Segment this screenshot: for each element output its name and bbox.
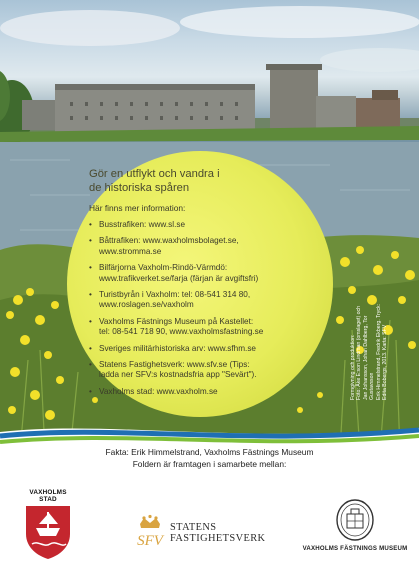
list-item	[89, 360, 319, 381]
bilfarjorna-text-2: www.trafikverket.se/farja (färjan är avgiftsfri)	[99, 273, 259, 283]
bullet-icon: •	[89, 290, 92, 300]
busstrafiken-text: Busstrafiken: www.sl.se	[99, 220, 185, 229]
footer-text	[0, 446, 419, 470]
sfv-name	[170, 522, 265, 544]
list-item	[89, 263, 319, 284]
bullet-icon: •	[89, 360, 92, 370]
list-item	[89, 220, 319, 230]
credit-line: Foto: Åke E:son Lindman (omslaget) och	[356, 306, 363, 400]
credit-line: Erik Himmelstrand, Fredrik Ekberg. Tryck:	[375, 304, 382, 400]
bilfarjorna-text: Bilfärjorna Vaxholm-Rindö-Värmdö:	[99, 263, 228, 273]
vaxholms-stad-line: VAXHOLMS	[29, 489, 67, 496]
info-heading	[89, 167, 319, 195]
info-heading-line: Gör en utflykt och vandra i	[89, 168, 220, 180]
crown-icon	[132, 514, 168, 550]
list-item	[89, 236, 319, 257]
bullet-icon: •	[89, 386, 92, 396]
sfv-text: Statens Fastighetsverk: www.sfv.se (Tips:	[99, 360, 250, 370]
list-item	[89, 317, 319, 338]
photo-credits	[350, 290, 419, 400]
sfv-name-line: STATENS	[170, 522, 217, 533]
sfv-text-2: ladda ner SFV:s kostnadsfria app "Sevärt").	[99, 370, 257, 380]
info-heading-line: de historiska spåren	[89, 182, 190, 194]
turistbyran-text: Turistbyrån i Vaxholm: tel: 08-541 314 80,	[99, 290, 251, 300]
info-list	[89, 220, 319, 397]
bullet-icon: •	[89, 236, 92, 246]
folder-line: Foldern är framtagen i samarbete mellan:	[132, 459, 287, 469]
credit-line: Jan Johansson, Johan Dahlberg, Tor Gustavsson	[362, 315, 376, 400]
coat-of-arms-icon	[22, 504, 74, 560]
vaxholms-stad-line: STAD	[39, 496, 57, 504]
museum-seal-icon	[335, 498, 375, 542]
vaxholms-stad-logo	[22, 489, 74, 561]
turistbyran-text-2: www.roslagen.se/vaxholm	[99, 300, 194, 310]
info-panel	[89, 167, 319, 403]
sfhm-text: Sveriges militärhistoriska arv: www.sfhm.se	[99, 343, 256, 353]
vaxholms-fastnings-museum-logo	[300, 498, 410, 560]
credit-line: Edita Bobergs, 2013. Karta: SFV	[382, 324, 389, 400]
list-item	[89, 387, 319, 397]
info-intro: Här finns mer information:	[89, 203, 186, 213]
list-item	[89, 290, 319, 311]
bullet-icon: •	[89, 220, 92, 229]
bullet-icon: •	[89, 343, 92, 353]
battrafiken-text-2: www.stromma.se	[99, 246, 162, 256]
museum-text: Vaxholms Fästnings Museum på Kastellet:	[99, 316, 254, 326]
credit-line: Formgivning och produktion:	[350, 334, 356, 400]
sfv-name-line: FASTIGHETSVERK	[170, 533, 266, 545]
sfv-monogram: SFV	[137, 533, 163, 549]
statens-fastighetsverk-logo	[132, 514, 292, 550]
fakta-line: Fakta: Erik Himmelstrand, Vaxholms Fästnings Museum	[105, 447, 314, 457]
museum-name: VAXHOLMS FÄSTNINGS MUSEUM	[302, 545, 408, 552]
battrafiken-text: Båttrafiken: www.waxholmsbolaget.se,	[99, 236, 239, 246]
bullet-icon: •	[89, 316, 92, 326]
museum-text-2: tel: 08-541 718 90, www.vaxholmsfastning.se	[99, 327, 264, 337]
bullet-icon: •	[89, 263, 92, 273]
vaxholms-stad-title	[22, 489, 74, 504]
vaxholm-stad-text: Vaxholms stad: www.vaxholm.se	[99, 386, 218, 396]
list-item	[89, 344, 319, 354]
